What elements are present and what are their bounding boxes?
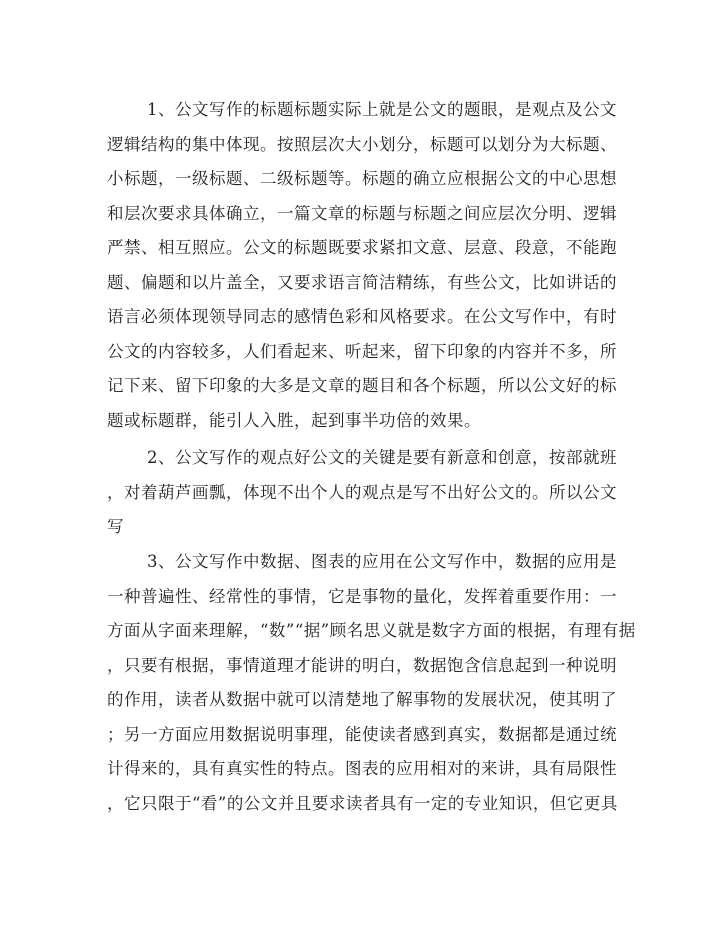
text-line: 记下来、留下印象的大多是文章的题目和各个标题，所以公文好的标 [107,376,617,395]
text-line: 一种普遍性、经常性的事情，它是事物的量化，发挥着重要作用：一 [107,586,617,606]
paragraph-3 [107,545,647,821]
text-line: 计得来的，具有真实性的特点。图表的应用相对的来讲，具有局限性 [107,759,617,778]
text-line: 严禁、相互照应。公文的标题既要求紧扣文意、层意、段意，不能跑 [107,238,617,257]
text-line: 2、公文写作的观点好公文的关键是要有新意和创意，按部就班 [147,448,617,467]
text-line: 和层次要求具体确立，一篇文章的标题与标题之间应层次分明、逻辑 [107,203,617,223]
text-line: 语言必须体现领导同志的感情色彩和风格要求。在公文写作中，有时 [107,307,617,326]
text-line: 小标题，一级标题、二级标题等。标题的确立应根据公文的中心思想 [107,169,617,188]
text-line: 的作用，读者从数据中就可以清楚地了解事物的发展状况，使其明了 [107,690,617,709]
text-line: ；另一方面应用数据说明事理，能使读者感到真实，数据都是通过统 [107,724,617,744]
text-line: 题、偏题和以片盖全，又要求语言简洁精练，有些公文，比如讲话的 [107,272,617,292]
text-line: ，它只限于“看”的公文并且要求读者具有一定的专业知识，但它更具 [107,793,618,813]
text-line: 公文的内容较多，人们看起来、听起来，留下印象的内容并不多，所 [107,341,617,361]
paragraph-1 [107,93,647,438]
text-line: ，只要有根据，事情道理才能讲的明白，数据饱含信息起到一种说明 [107,655,617,675]
paragraph-2 [107,441,647,545]
text-line: 1、公文写作的标题标题实际上就是公文的题眼，是观点及公文 [147,100,617,119]
text-line: 写 [107,517,124,536]
text-line: 逻辑结构的集中体现。按照层次大小划分，标题可以划分为大标题、 [107,134,617,154]
text-line: 方面从字面来理解，“数”“据”顾名思义就是数字方面的根据，有理有据 [107,621,636,640]
text-line: ，对着葫芦画瓢，体现不出个人的观点是写不出好公文的。所以公文 [107,482,617,502]
text-line: 题或标题群，能引人入胜，起到事半功倍的效果。 [107,410,481,430]
text-line: 3、公文写作中数据、图表的应用在公文写作中，数据的应用是 [147,552,617,571]
